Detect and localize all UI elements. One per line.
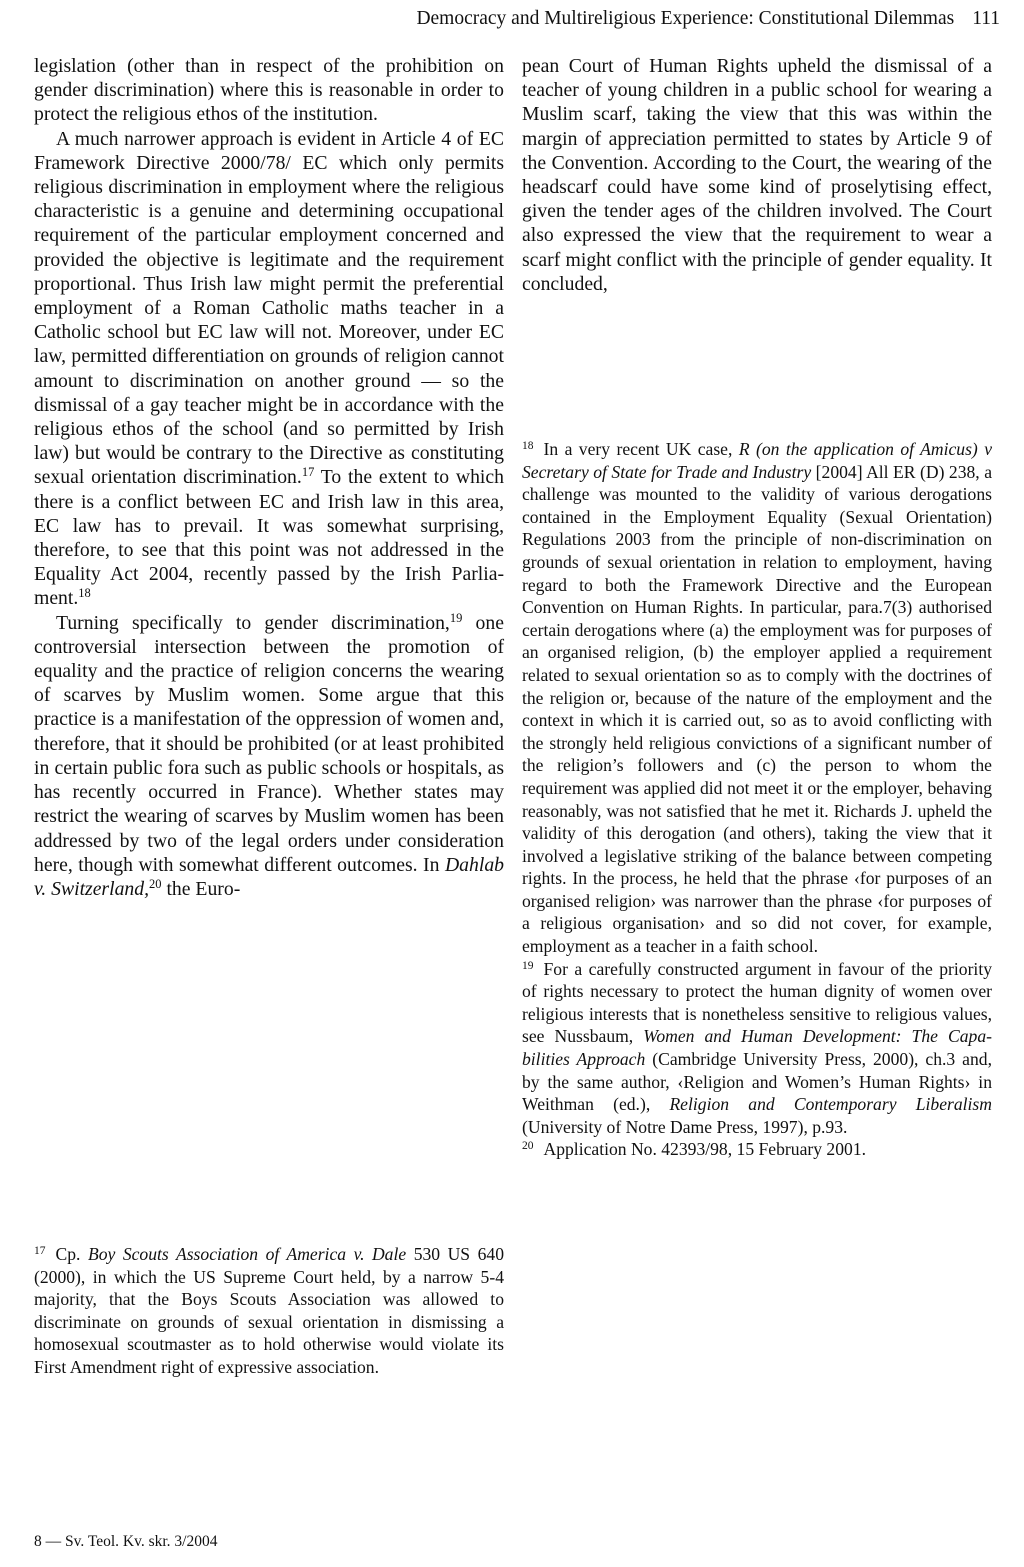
footnotes-right bbox=[522, 438, 992, 1161]
footnote-ref-18: 18 bbox=[78, 586, 91, 601]
footnote-17: $^{17}$ Cp. Boy Scouts Association of America v. Dale 530 US 640 (2000), in which the US Supreme Court held, by a narrow 5-4 majority, that the Boys Scouts Association was allowed to discriminate on grounds of sexual orientation in dismissing a homosexual scoutmaster as to hold otherwise would violate its First Amendment right of expressive association. bbox=[34, 1244, 505, 1377]
footnote-ref-20: 20 bbox=[149, 876, 162, 891]
paragraph-european-court: pean Court of Human Rights upheld the dismissal of a teacher of young children in a public school for wearing a Muslim scarf, taking the view that this was within the margin of appreciation permitted to states by Article 9 of the Convention. According to the Court, the wearing of the headscarf could have some kind of proselytising effect, given the tender ages of the children involved. The Court also expressed the view that the requirement to wear a scarf might conflict with the principle of gender equality. It concluded, bbox=[522, 55, 992, 295]
left-column bbox=[34, 54, 504, 901]
page-footer: 8 — Sv. Teol. Kv. skr. 3/2004 bbox=[34, 1533, 218, 1550]
running-title: Democracy and Multireligious Experience: Constitutional Dilemmas bbox=[416, 8, 955, 29]
paragraph-gender-discrimination: Turning specifically to gender discrimination,$^{19}$ one controversial intersection between the promotion of equality and the practice of religion concerns the wearing of scarves by Muslim women. Some argue that this practice is a manifestation of the oppression of women and, therefore, that it should be prohibited (or at least prohibited in certain public fora such as public schools or hospitals, as has recently occurred in France). Whether states may restrict the wearing of scarves by Muslim women has been addressed by two of the legal orders under consideration here, though with somewhat different outcomes. In Dahlab v. Switzerland,$^{20}$ the Euro- bbox=[34, 610, 504, 900]
running-header bbox=[310, 8, 1000, 30]
footnote-ref-17: 17 bbox=[301, 465, 315, 480]
paragraph-framework-directive: A much narrower approach is evident in Article 4 of EC Framework Directive 2000/78/ EC which only permits religious discrimination in employment where the religious characteristic is a genuine and determining occupational requirement of the particular employment concerned and provided the objective is legitimate and the requirement proportional. Thus Irish law might permit the preferential employment of a Roman Catholic maths teacher in a Catholic school but EC law will not. Moreover, under EC law, permitted differentiation on grounds of religion cannot amount to discrimination on another ground — so the dismissal of a gay teacher might be in accordance with the religious ethos of the school (and so permitted by Irish law) but would be contrary to the Directive as constituting sexual orientation discrimination.$^{17}$ To the extent to which there is a conflict between EC and Irish law in this area, EC law has to prevail. It was somewhat surprising, therefore, to see that this point was not addressed in the Equality Act 2004, recently passed by the Irish Parliament.$^{18}$ bbox=[34, 127, 504, 610]
page-number: 111 bbox=[972, 8, 1000, 29]
footnote-19: $^{19}$ For a carefully constructed argument in favour of the priority of rights necessary to protect the human dignity of women over religious interests that is nonetheless sensitive to religious values, see Nussbaum, Women and Human Development: The Capabilities Approach (Cambridge University Press, 2000), ch.3 and, by the same author, ‹Religion and Women’s Human Rights› in Weithman (ed.), Religion and Contemporary Liberalism (University of Notre Dame Press, 1997), p.93. bbox=[522, 958, 992, 1137]
footnote-18: $^{18}$ In a very recent UK case, R (on the application of Amicus) v Secretary of State for Trade and Industry [2004] All ER (D) 238, a challenge was mounted to the validity of various derogations contained in the Employment Equality (Sexual Orientation) Regulations 2003 from the principle of non-discrimination on grounds of sexual orientation in relation to employment, having regard to both the Framework Directive and the European Convention on Human Rights. In particular, para.7(3) authorised certain derogations where (a) the employment was for purposes of an organised religion, (b) the employer applied a requirement related to sexual orientation so as to comply with the doctrines of the religion or, because of the nature of the employment and the context in which it is carried out, so as to avoid conflicting with the strongly held religious convictions of a significant number of the religion’s followers and (c) the person to whom the requirement was applied did not meet it or the employer, behaving reasonably, was not satisfied that he met it. Richards J. upheld the validity of this derogation (and others), taking the view that it involved a legislative striking of the balance between competing rights. In the process, he held that the phrase ‹for purposes of an organised religion› was narrower than the phrase ‹for purposes of a religious organisation› and so did not cover, for example, employment as a teacher in a faith school. bbox=[522, 439, 993, 957]
footnote-20: $^{20}$ Application No. 42393/98, 15 February 2001. bbox=[522, 1139, 867, 1160]
case-name-dahlab: Dahlab v. Switzerland, bbox=[34, 853, 504, 900]
right-column bbox=[522, 54, 992, 296]
footnote-ref-19: 19 bbox=[449, 610, 463, 625]
footnotes-left bbox=[34, 1243, 504, 1379]
paragraph-continuation: legislation (other than in respect of the prohibition on gender discrimination) where this is reasonable in order to protect the religious ethos of the institution. bbox=[34, 55, 504, 126]
